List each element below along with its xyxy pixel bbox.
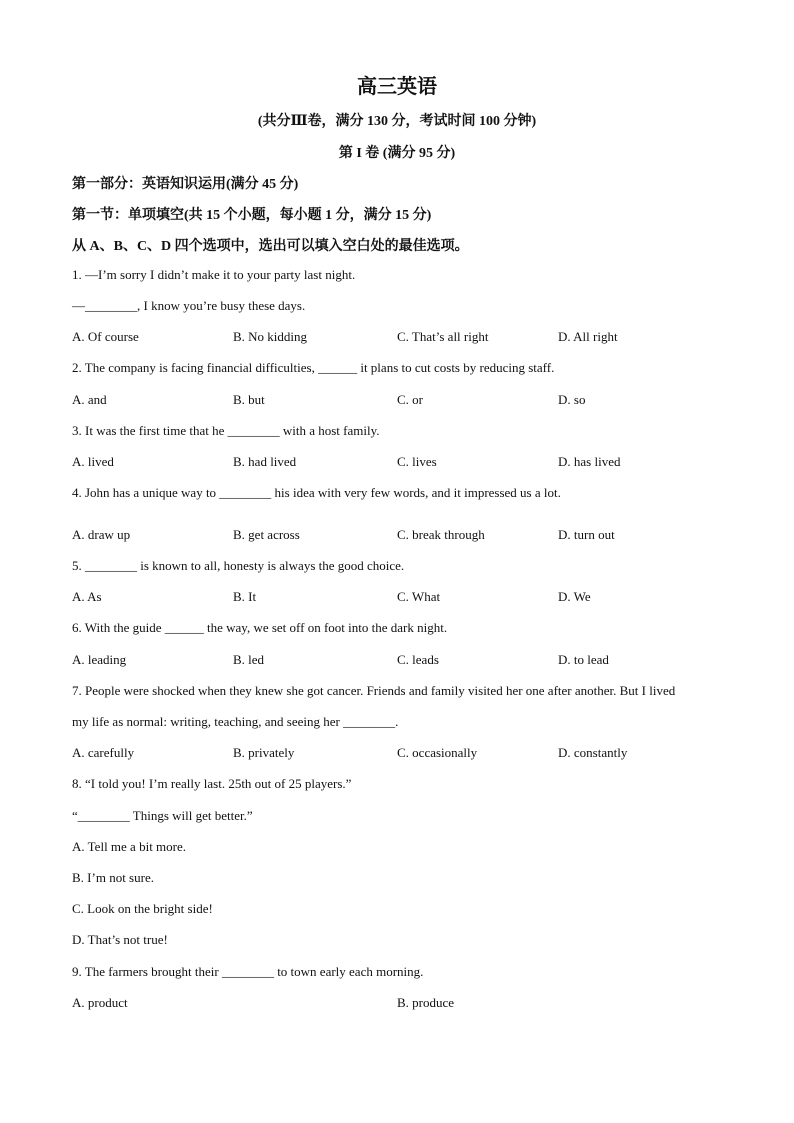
question-9-option-a[interactable]: A. product (72, 995, 128, 1010)
question-7-option-b[interactable]: B. privately (233, 745, 295, 760)
question-2-option-d[interactable]: D. so (558, 392, 586, 407)
question-8-stem-line2: “________ Things will get better.” (72, 808, 253, 823)
question-1-stem: 1. —I’m sorry I didn’t make it to your party last night. (72, 267, 356, 282)
question-5-option-c[interactable]: C. What (397, 589, 441, 604)
question-4-option-c[interactable]: C. break through (397, 527, 485, 542)
question-8-option-c[interactable]: C. Look on the bright side! (72, 901, 213, 916)
question-9-option-b[interactable]: B. produce (397, 995, 455, 1010)
question-5-stem: 5. ________ is known to all, honesty is always the good choice. (72, 558, 405, 573)
question-5-option-a[interactable]: A. As (72, 589, 102, 604)
question-8-option-b[interactable]: B. I’m not sure. (72, 870, 154, 885)
question-3-option-d[interactable]: D. has lived (558, 454, 621, 469)
question-7-option-c[interactable]: C. occasionally (397, 745, 478, 760)
question-1-stem-line2: —________, I know you’re busy these days. (72, 298, 306, 313)
volume-heading: 第 I 卷 (满分 95 分) (338, 146, 456, 161)
question-4-option-a[interactable]: A. draw up (72, 527, 131, 542)
question-3-option-c[interactable]: C. lives (397, 454, 437, 469)
question-4-stem: 4. John has a unique way to ________ his idea with very few words, and it impressed us a lot. (72, 485, 561, 500)
question-6-stem: 6. With the guide ______ the way, we set off on foot into the dark night. (72, 620, 448, 635)
question-6-option-d[interactable]: D. to lead (558, 652, 609, 667)
question-4-option-d[interactable]: D. turn out (558, 527, 615, 542)
question-1-option-d[interactable]: D. All right (558, 329, 618, 344)
question-2-stem: 2. The company is facing financial difficulties, ______ it plans to cut costs by reducing staff. (72, 360, 555, 375)
question-9-stem: 9. The farmers brought their ________ to town early each morning. (72, 964, 424, 979)
part-heading: 第一部分：英语知识运用(满分 45 分) (72, 177, 299, 192)
question-5-option-d[interactable]: D. We (558, 589, 591, 604)
exam-subtitle: (共分Ⅲ卷，满分 130 分，考试时间 100 分钟) (257, 114, 537, 129)
question-2-option-a[interactable]: A. and (72, 392, 107, 407)
question-6-option-b[interactable]: B. led (233, 652, 265, 667)
question-6-option-c[interactable]: C. leads (397, 652, 439, 667)
question-2-option-c[interactable]: C. or (397, 392, 423, 407)
question-1-option-c[interactable]: C. That’s all right (397, 329, 489, 344)
question-8-stem: 8. “I told you! I’m really last. 25th out of 25 players.” (72, 776, 352, 791)
question-6-option-a[interactable]: A. leading (72, 652, 127, 667)
question-3-option-b[interactable]: B. had lived (233, 454, 297, 469)
question-1-option-b[interactable]: B. No kidding (233, 329, 308, 344)
question-7-stem-line2: my life as normal: writing, teaching, and seeing her ________. (72, 714, 399, 729)
question-5-option-b[interactable]: B. It (233, 589, 257, 604)
question-7-option-d[interactable]: D. constantly (558, 745, 628, 760)
page-title: 高三英语 (357, 76, 437, 98)
question-7-option-a[interactable]: A. carefully (72, 745, 135, 760)
question-8-option-d[interactable]: D. That’s not true! (72, 932, 168, 947)
question-1-option-a[interactable]: A. Of course (72, 329, 139, 344)
section-heading: 第一节：单项填空(共 15 个小题，每小题 1 分，满分 15 分) (72, 208, 432, 223)
question-8-option-a[interactable]: A. Tell me a bit more. (72, 839, 187, 854)
question-2-option-b[interactable]: B. but (233, 392, 265, 407)
instruction-text: 从 A、B、C、D 四个选项中，选出可以填入空白处的最佳选项。 (72, 239, 469, 254)
question-7-stem: 7. People were shocked when they knew she got cancer. Friends and family visited her one after another. But I lived (72, 683, 676, 698)
question-3-stem: 3. It was the first time that he ________ with a host family. (72, 423, 380, 438)
question-4-option-b[interactable]: B. get across (233, 527, 300, 542)
question-3-option-a[interactable]: A. lived (72, 454, 114, 469)
